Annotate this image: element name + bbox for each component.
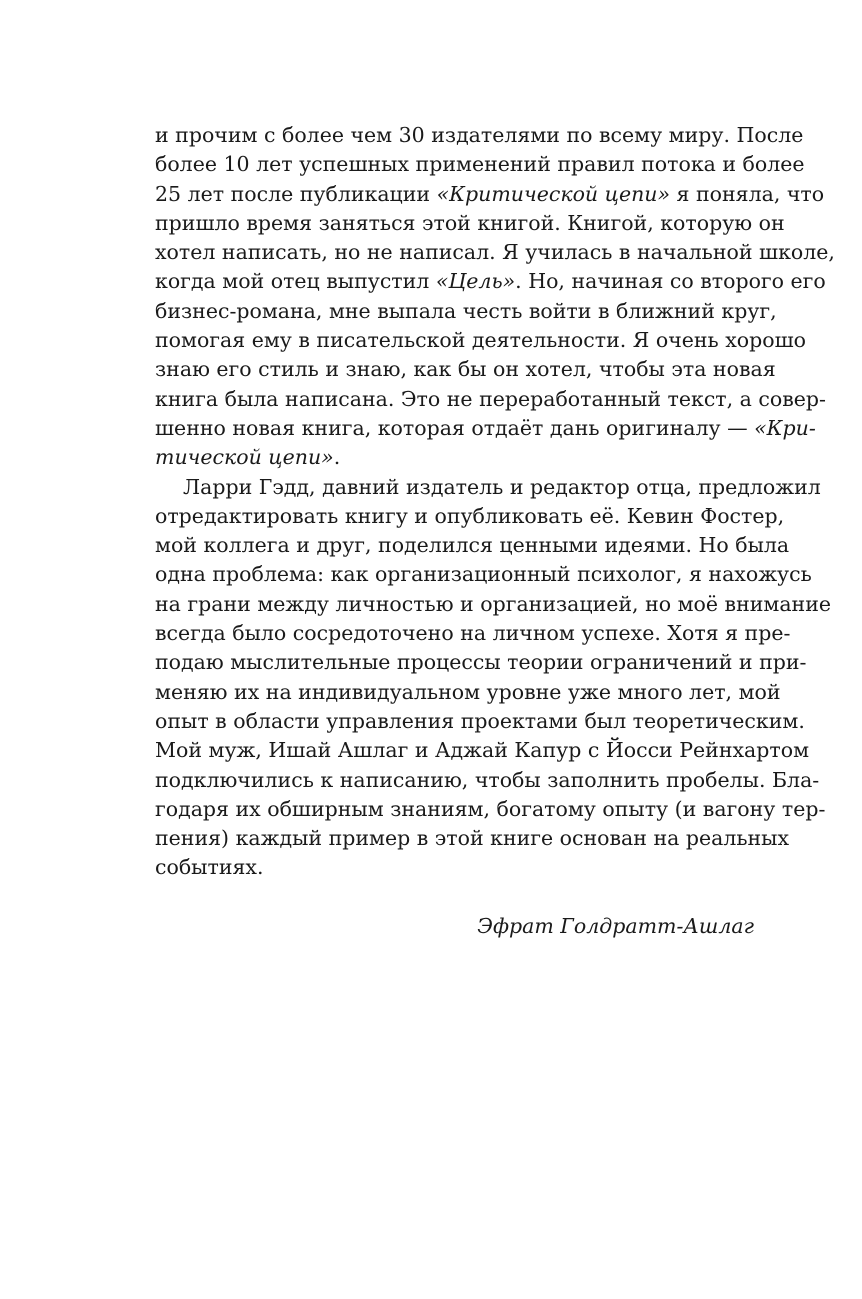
text-line: помогая ему в писательской деятельности. Я очень хорошо bbox=[155, 328, 806, 353]
book-title-critical-chain: «Критической цепи» bbox=[436, 181, 671, 206]
text-line: и прочим с более чем 30 издателями по всему миру. После bbox=[155, 123, 804, 147]
text-line: бизнес-романа, мне выпала честь войти в ближний круг, bbox=[155, 298, 777, 323]
text-line: шенно новая книга, которая отдаёт дань оригиналу — «Кри- bbox=[155, 415, 816, 440]
text-line: подаю мыслительные процессы теории ограничений и при- bbox=[155, 650, 807, 675]
text-line: пения) каждый пример в этой книге основан на реальных bbox=[155, 826, 790, 851]
text-line: Ларри Гэдд, давний издатель и редактор отца, предложил bbox=[183, 474, 821, 499]
paragraph-2 bbox=[155, 473, 832, 883]
text-line: пришло время заняться этой книгой. Книгой, которую он bbox=[155, 210, 785, 235]
text-line: подключились к написанию, чтобы заполнить пробелы. Бла- bbox=[155, 767, 820, 792]
text-line: событиях. bbox=[155, 855, 264, 880]
text-line: одна проблема: как организационный психолог, я нахожусь bbox=[155, 562, 812, 587]
text-line: мой коллега и друг, поделился ценными идеями. Но была bbox=[155, 533, 790, 558]
text-line: годаря их обширным знаниям, богатому опыту (и вагону тер- bbox=[155, 796, 826, 821]
text-line: когда мой отец выпустил «Цель». Но, начиная со второго его bbox=[155, 269, 826, 294]
text-line: более 10 лет успешных применений правил потока и более bbox=[155, 152, 805, 177]
text-line: на грани между личностью и организацией, но моё внимание bbox=[155, 591, 832, 616]
author-signature: Эфрат Голдратт-Ашлаг bbox=[477, 914, 754, 938]
paragraph-1 bbox=[155, 121, 835, 473]
text-line: всегда было сосредоточено на личном успехе. Хотя я пре- bbox=[155, 621, 791, 646]
text-line: тической цепи». bbox=[155, 445, 341, 470]
text-line: Мой муж, Ишай Ашлаг и Аджай Капур с Йосси Рейнхартом bbox=[155, 738, 810, 763]
text-line: знаю его стиль и знаю, как бы он хотел, чтобы эта новая bbox=[155, 357, 776, 382]
text-line: отредактировать книгу и опубликовать её. Кевин Фостер, bbox=[155, 503, 785, 528]
text-line: хотел написать, но не написал. Я училась в начальной школе, bbox=[155, 240, 835, 265]
book-title-critical-chain: тической цепи» bbox=[155, 445, 334, 470]
text-line: меняю их на индивидуальном уровне уже много лет, мой bbox=[155, 679, 781, 704]
text-line: 25 лет после публикации «Критической цепи» я поняла, что bbox=[155, 181, 825, 206]
book-title-critical-chain: «Кри- bbox=[754, 415, 816, 440]
text-line: книга была написана. Это не переработанный текст, а совер- bbox=[155, 386, 826, 411]
book-title-the-goal: «Цель» bbox=[435, 269, 516, 294]
body-text bbox=[155, 121, 835, 883]
text-line: опыт в области управления проектами был теоретическим. bbox=[155, 708, 805, 733]
